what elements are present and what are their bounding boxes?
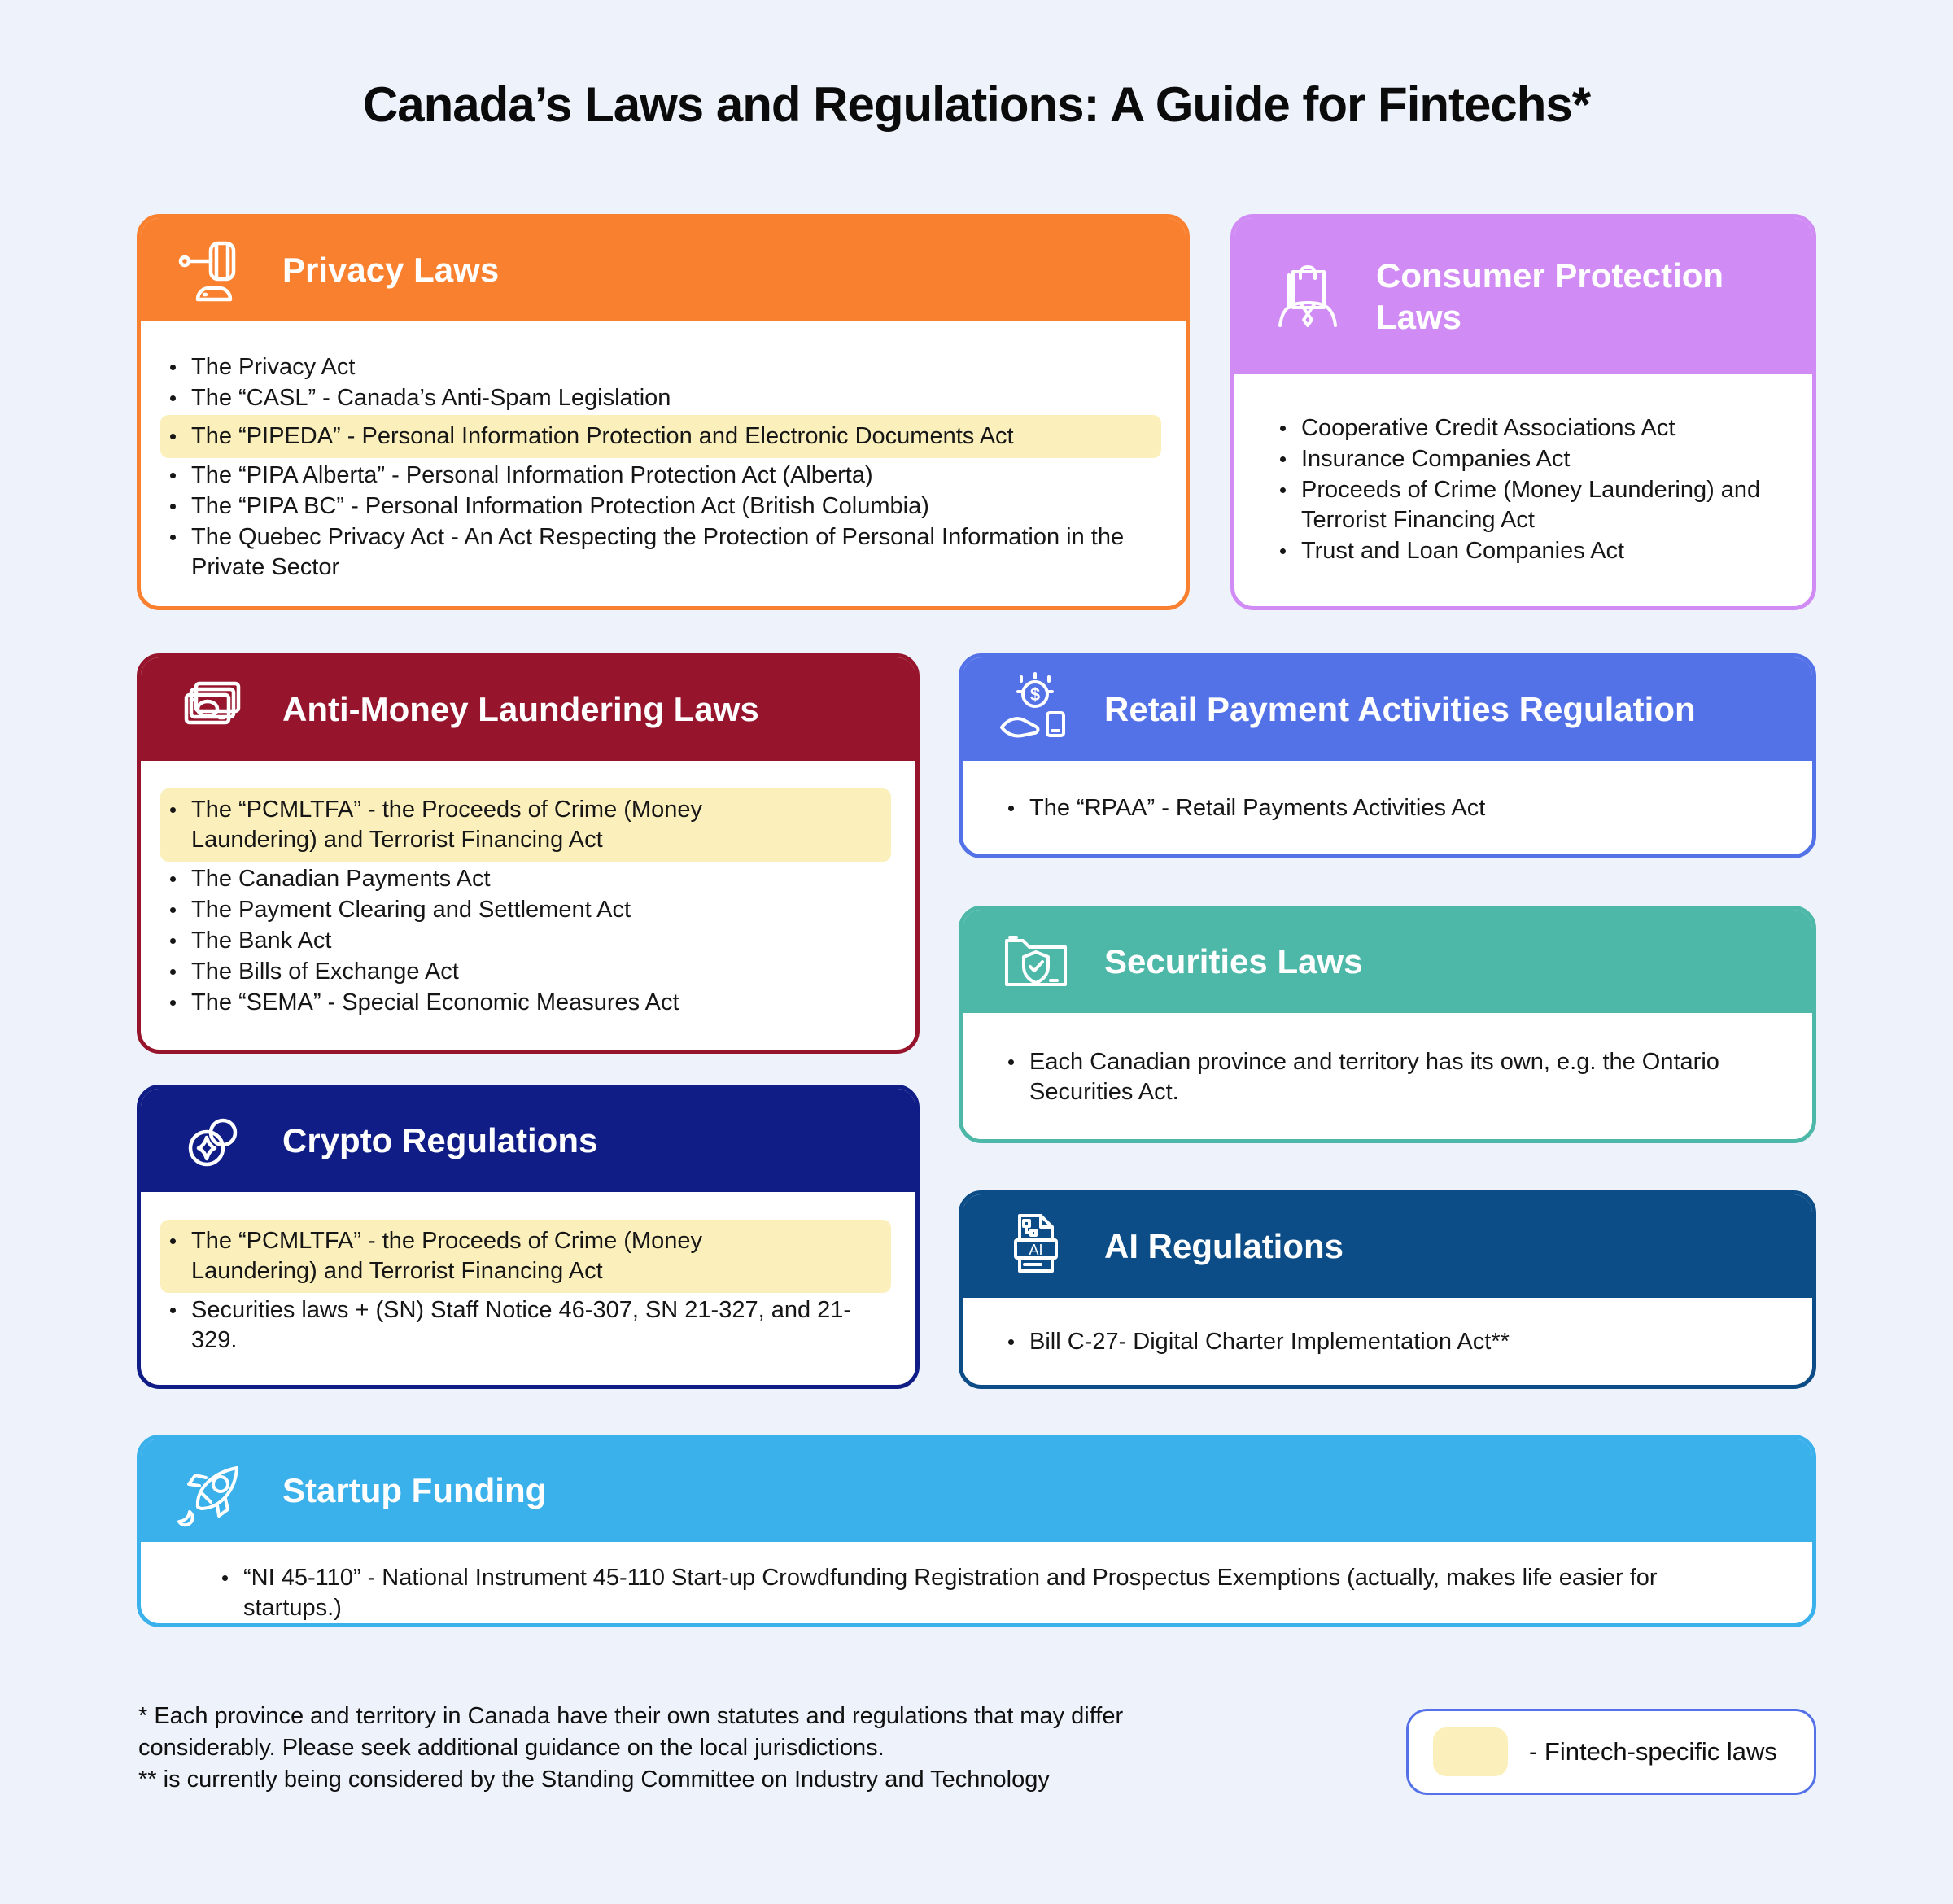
card-title: Anti-Money Laundering Laws [282, 689, 759, 728]
gavel-icon [175, 231, 253, 309]
law-item: Trust and Loan Companies Act [1270, 536, 1788, 566]
footnotes [138, 1701, 1237, 1796]
law-item: The “PIPA BC” - Personal Information Protection Act (British Columbia) [160, 491, 1161, 522]
card-header [963, 910, 1812, 1013]
law-list [998, 1047, 1788, 1107]
card-body [141, 321, 1186, 583]
card-header [141, 657, 915, 761]
card-body [141, 1542, 1812, 1623]
card-icon-slot [175, 1452, 253, 1530]
card-title: Crypto Regulations [282, 1120, 598, 1159]
svg-text:AI: AI [1029, 1241, 1043, 1258]
card-ai [959, 1190, 1816, 1389]
law-item: The Quebec Privacy Act - An Act Respecting the Protection of Personal Information in the Private Sector [160, 522, 1161, 583]
law-item: Cooperative Credit Associations Act [1270, 413, 1788, 443]
card-body [963, 1298, 1812, 1357]
law-list [998, 1327, 1788, 1357]
law-item: The Bank Act [160, 926, 891, 956]
legend-label: - Fintech-specific laws [1529, 1737, 1777, 1766]
card-title: Consumer Protection Laws [1376, 255, 1724, 336]
law-item: Insurance Companies Act [1270, 444, 1788, 474]
law-item: The “PCMLTFA” - the Proceeds of Crime (Money Laundering) and Terrorist Financing Act [160, 1220, 891, 1293]
card-body [963, 1013, 1812, 1107]
card-privacy [137, 214, 1190, 610]
card-icon-slot [997, 670, 1075, 749]
card-header [963, 657, 1812, 761]
law-item: Bill C-27- Digital Charter Implementation Act** [998, 1327, 1788, 1357]
card-title: Privacy Laws [282, 250, 500, 289]
law-item: The “CASL” - Canada’s Anti-Spam Legislation [160, 383, 1161, 413]
card-crypto [137, 1085, 920, 1389]
law-item: The “SEMA” - Special Economic Measures Act [160, 988, 891, 1018]
crypto-coins-icon [175, 1102, 253, 1180]
law-item: The “PIPA Alberta” - Personal Information Protection Act (Alberta) [160, 461, 1161, 491]
law-item: The Payment Clearing and Settlement Act [160, 895, 891, 925]
card-body [1234, 374, 1812, 566]
law-item: “NI 45-110” - National Instrument 45-110 Start-up Crowdfunding Registration and Prospectus Exemptions (actually, makes life easier for startups.) [212, 1563, 1692, 1623]
card-body [963, 761, 1812, 823]
law-item: The Privacy Act [160, 352, 1161, 382]
card-title: Retail Payment Activities Regulation [1104, 689, 1696, 728]
card-icon-slot [997, 1207, 1075, 1286]
rocket-icon [175, 1452, 253, 1530]
footnote-double-asterisk: ** is currently being considered by the Standing Committee on Industry and Technology [138, 1766, 1050, 1793]
card-icon-slot [1269, 257, 1347, 335]
law-list [212, 1563, 1788, 1623]
card-body [141, 1192, 915, 1356]
law-list [160, 788, 891, 1018]
law-item: The “RPAA” - Retail Payments Activities Act [998, 793, 1788, 823]
card-consumer [1230, 214, 1816, 610]
ai-document-icon [997, 1207, 1075, 1286]
folder-shield-icon [997, 923, 1075, 1001]
law-item: The “PIPEDA” - Personal Information Protection and Electronic Documents Act [160, 415, 1161, 458]
legend-box [1406, 1709, 1816, 1795]
law-item: The “PCMLTFA” - the Proceeds of Crime (Money Laundering) and Terrorist Financing Act [160, 788, 891, 862]
banknotes-icon [175, 670, 253, 749]
card-aml [137, 653, 920, 1054]
card-title: Startup Funding [282, 1470, 547, 1509]
consumer-icon [1269, 257, 1347, 335]
card-title: Securities Laws [1104, 941, 1363, 980]
card-icon-slot [175, 231, 253, 309]
card-securities [959, 906, 1816, 1143]
card-header [141, 218, 1186, 321]
card-icon-slot [175, 1102, 253, 1180]
card-icon-slot [175, 670, 253, 749]
law-item: The Canadian Payments Act [160, 864, 891, 894]
card-header [141, 1439, 1812, 1542]
card-icon-slot [997, 923, 1075, 1001]
law-item: Securities laws + (SN) Staff Notice 46-307, SN 21-327, and 21-329. [160, 1295, 891, 1356]
card-rpaa [959, 653, 1816, 858]
law-list [160, 352, 1161, 583]
card-title: AI Regulations [1104, 1226, 1344, 1265]
card-startup [137, 1435, 1816, 1627]
svg-text:$: $ [1029, 683, 1041, 705]
law-list [998, 793, 1788, 823]
law-item: The Bills of Exchange Act [160, 957, 891, 987]
card-header [963, 1194, 1812, 1298]
legend-highlight-swatch [1433, 1727, 1508, 1776]
card-header [1234, 218, 1812, 374]
law-item: Proceeds of Crime (Money Laundering) and Terrorist Financing Act [1270, 475, 1788, 535]
law-list [1270, 413, 1788, 566]
card-body [141, 761, 915, 1018]
law-item: Each Canadian province and territory has its own, e.g. the Ontario Securities Act. [998, 1047, 1788, 1107]
footnote-asterisk: * Each province and territory in Canada have their own statutes and regulations that may differ considerably. Please seek additional guidance on the local jurisdictions. [138, 1703, 1124, 1761]
card-header [141, 1089, 915, 1192]
page-title: Canada’s Laws and Regulations: A Guide for Fintechs* [362, 77, 1591, 132]
hand-coin-icon [997, 670, 1075, 749]
law-list [160, 1220, 891, 1356]
